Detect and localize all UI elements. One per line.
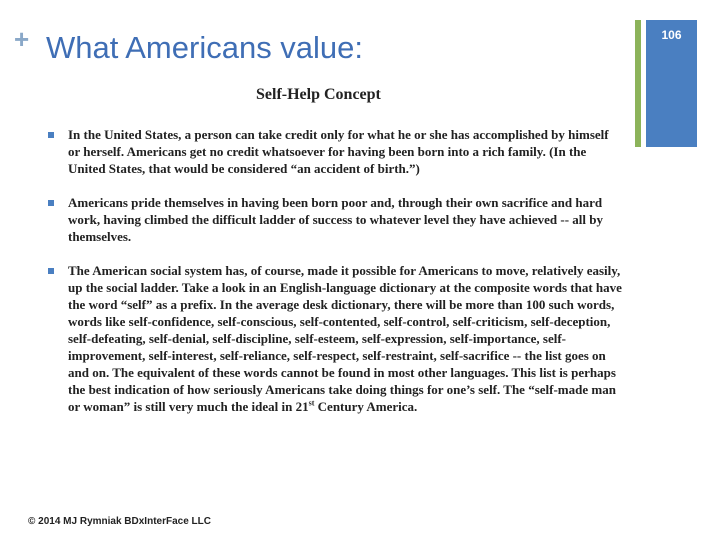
bullet-square-icon: [48, 268, 54, 274]
bullet-text: Americans pride themselves in having been born poor and, through their own sacrifice and hard work, having climbed the difficult ladder of success to whatever level they have achieved -- all by themselves.: [68, 195, 604, 244]
bullet-list: [44, 126, 622, 432]
bullet-text-end: Century America.: [314, 399, 418, 414]
bullet-item: [44, 262, 622, 415]
copyright-footer: © 2014 MJ Rymniak BDxInterFace LLC: [28, 516, 211, 527]
bullet-item: [44, 194, 622, 245]
bullet-square-icon: [48, 200, 54, 206]
ordinal-superscript: st: [308, 398, 315, 408]
accent-bar-green: [635, 20, 641, 147]
slide-title: What Americans value:: [46, 30, 364, 65]
plus-icon: +: [14, 24, 30, 54]
bullet-text-main: The American social system has, of course, made it possible for Americans to move, relatively easily, up the social ladder. Take a look in an English-language dictionary at the composite words that have the word “self” as a prefix. In the average desk dictionary, there will be more than 100 such words, words like self-confidence, self-conscious, self-contented, self-control, self-criticism, self-deception, self-defeating, self-denial, self-discipline, self-esteem, self-expression, self-importance, self-improvement, self-interest, self-reliance, self-respect, self-restraint, self-sacrifice -- the list goes on and on. The equivalent of these words cannot be found in most other languages. This list is perhaps the best indication of how seriously Americans take doing things for one’s self. The “self-made man or woman” is still very much the ideal in 21: [68, 263, 622, 414]
bullet-text: In the United States, a person can take credit only for what he or she has accomplished by himself or herself. Americans get no credit whatsoever for having been born into a rich family. (In the United States, that would be considered “an accident of birth.”): [68, 127, 609, 176]
bullet-item: [44, 126, 622, 177]
bullet-text: [68, 262, 622, 415]
bullet-square-icon: [48, 132, 54, 138]
slide-subtitle: Self-Help Concept: [256, 86, 381, 103]
page-number: 106: [661, 28, 682, 42]
